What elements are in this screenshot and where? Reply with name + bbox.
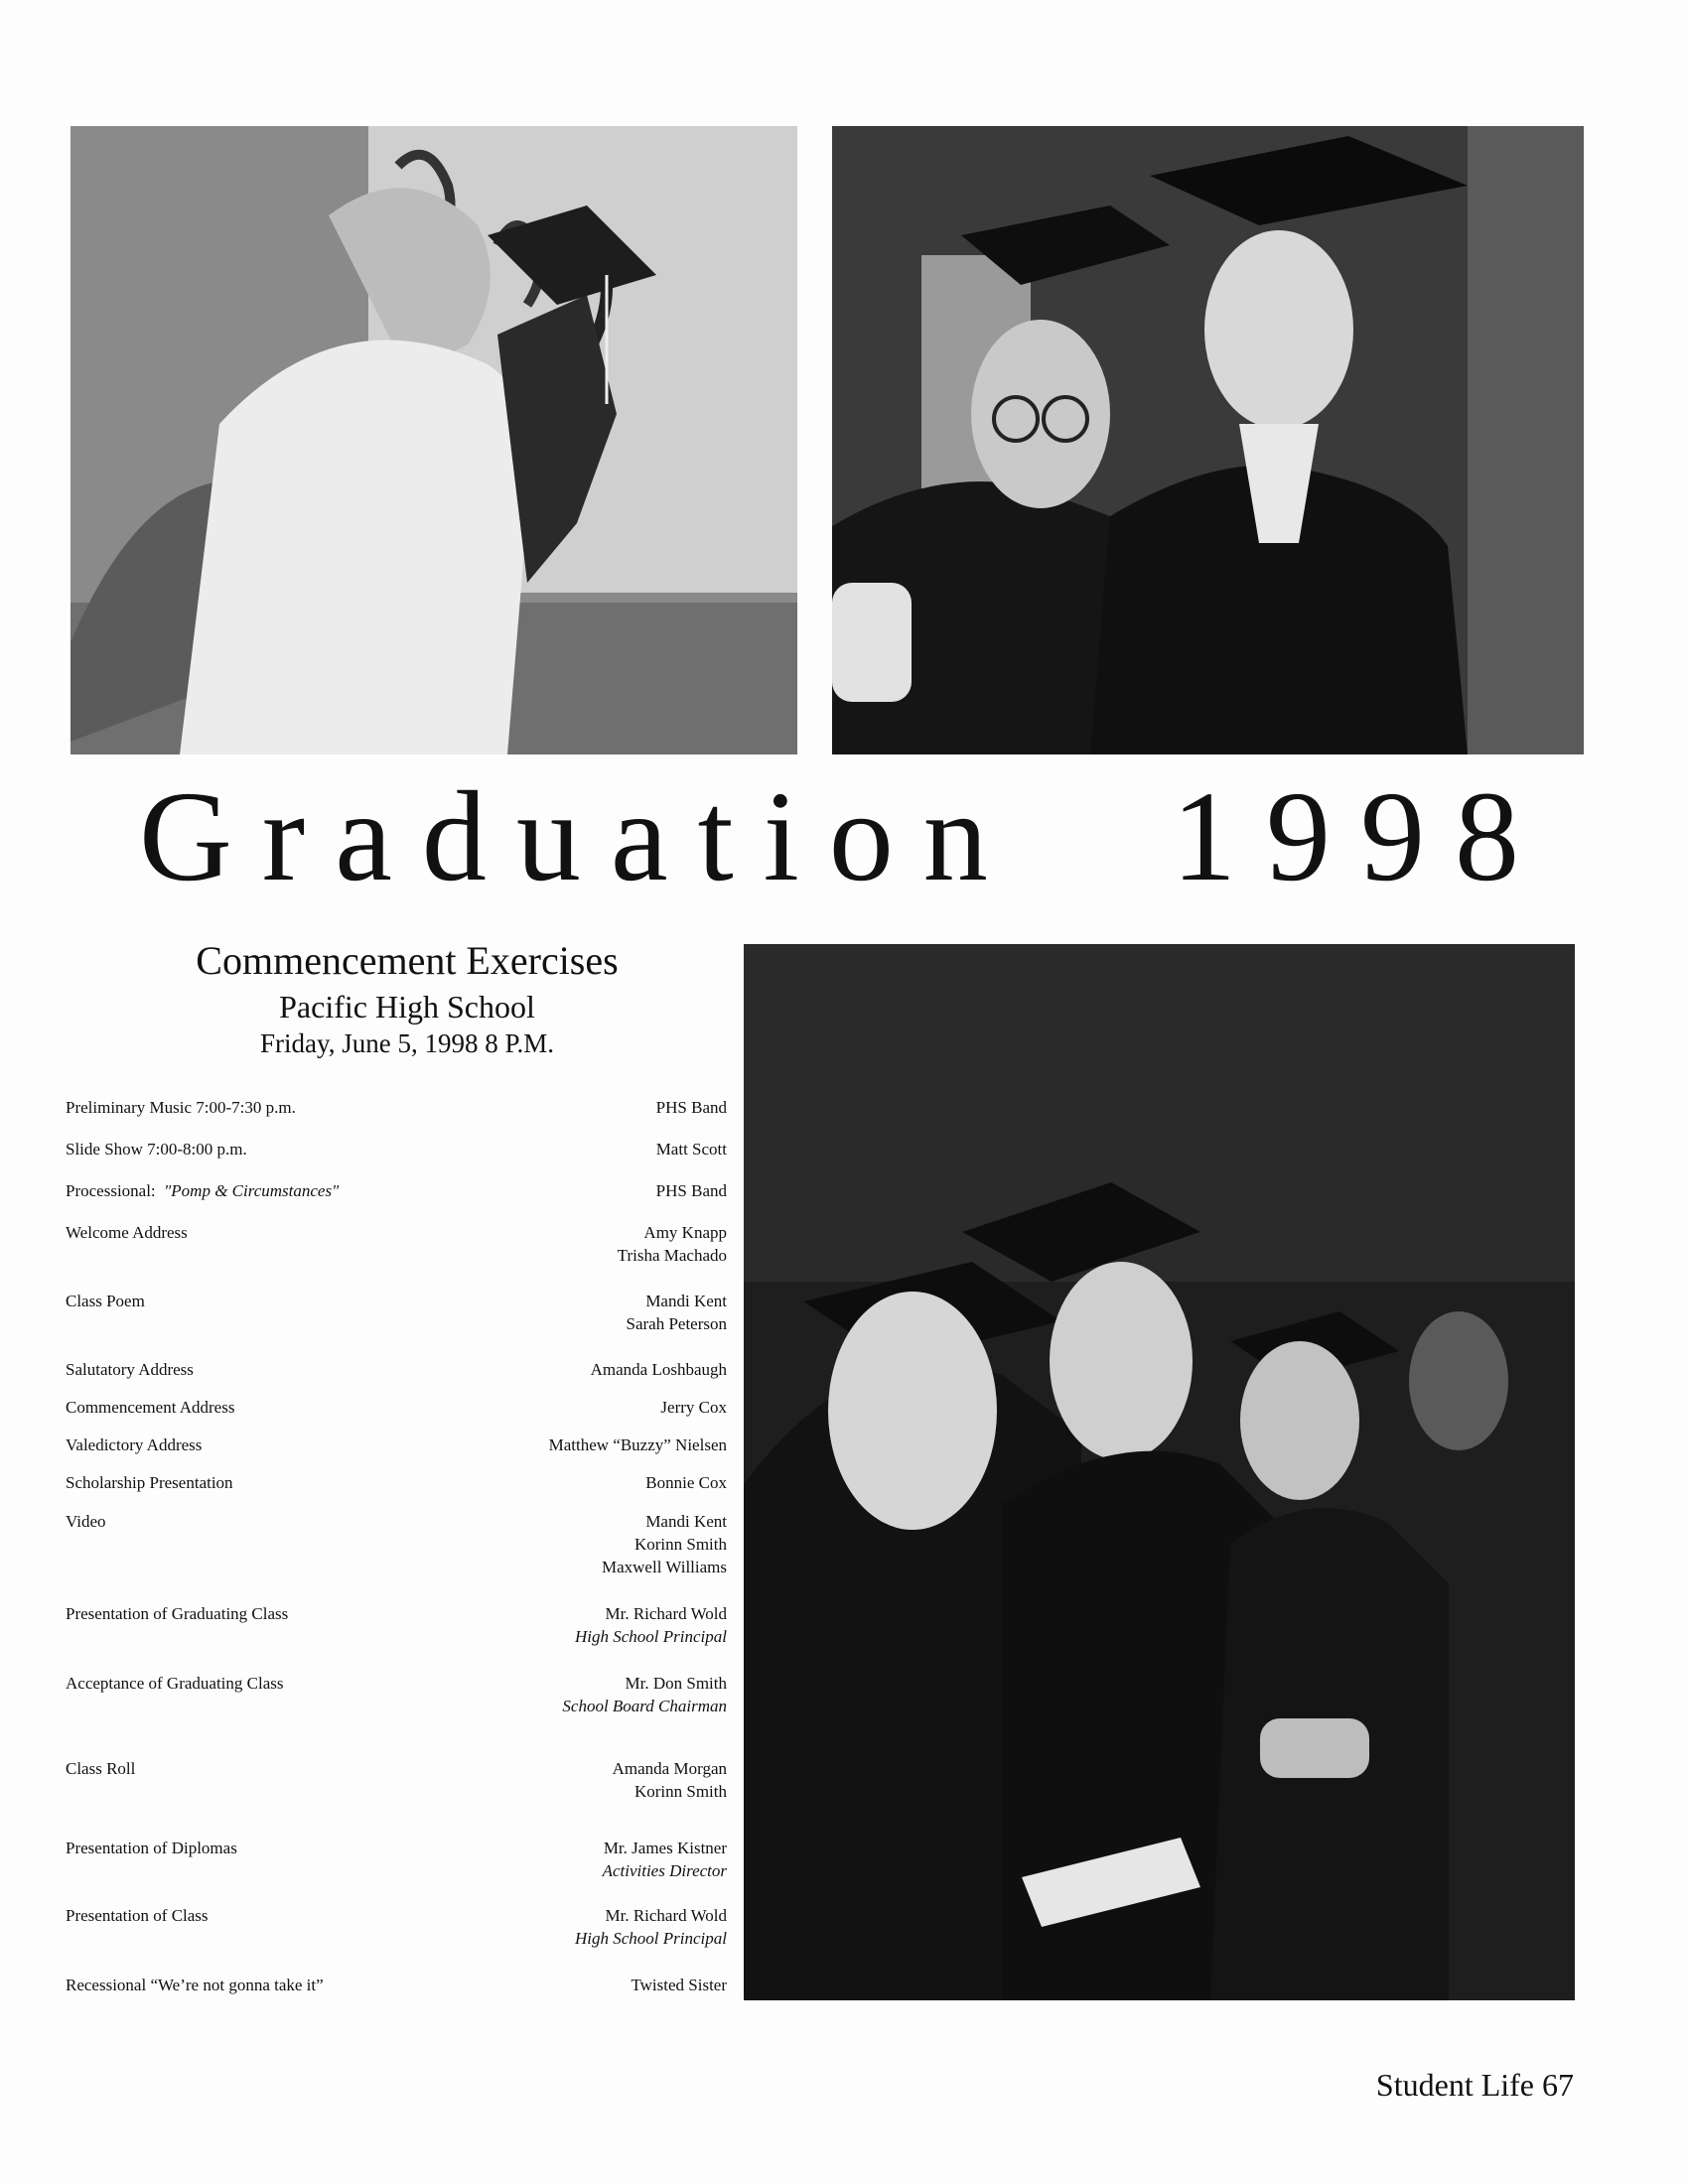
page-title — [139, 762, 1549, 911]
title-year: 1998 — [1172, 765, 1549, 908]
footer-section: Student Life — [1375, 2067, 1534, 2103]
program-row-label: Welcome Address — [66, 1223, 188, 1242]
program-row-people: Mr. Richard Wold High School Principal — [575, 1906, 727, 1948]
photo-two-graduates — [832, 126, 1584, 754]
program-row-label: Presentation of Diplomas — [66, 1839, 237, 1857]
program-row-people: Amanda Morgan Korinn Smith — [612, 1759, 727, 1801]
program-row-people: Matt Scott — [655, 1140, 727, 1159]
program-row-people: PHS Band — [655, 1098, 727, 1117]
program-row-label: Presentation of Graduating Class — [66, 1604, 289, 1623]
program-row-label: Recessional “We’re not gonna take it” — [66, 1976, 324, 1994]
program-row-label: Acceptance of Graduating Class — [66, 1674, 284, 1693]
program-row-label: Commencement Address — [66, 1398, 235, 1417]
program-row-people: PHS Band — [655, 1181, 727, 1200]
program-row-people: Amy Knapp Trisha Machado — [617, 1223, 727, 1265]
program-row-label: Scholarship Presentation — [66, 1473, 233, 1492]
program-row-people: Jerry Cox — [660, 1398, 727, 1417]
program-row-label: Processional: "Pomp & Circumstances" — [66, 1181, 340, 1200]
program-row-people: Amanda Loshbaugh — [590, 1360, 727, 1379]
program-row-people: Matthew “Buzzy” Nielsen — [548, 1435, 727, 1454]
photo-graduate-hug — [70, 126, 797, 754]
program-row-people: Mr. Don Smith School Board Chairman — [562, 1674, 727, 1715]
program-row-label: Video — [66, 1512, 106, 1531]
page-number: 67 — [1542, 2067, 1574, 2103]
title-word: Graduation — [139, 765, 1018, 908]
program-row-label: Valedictory Address — [66, 1435, 203, 1454]
program-row-people: Twisted Sister — [631, 1976, 727, 1994]
program-date: Friday, June 5, 1998 8 P.M. — [259, 1028, 554, 1058]
program-row-label: Preliminary Music 7:00-7:30 p.m. — [66, 1098, 296, 1117]
program-row-label: Class Poem — [66, 1292, 145, 1310]
page-footer — [1376, 2067, 1574, 2104]
program-row-people: Bonnie Cox — [645, 1473, 727, 1492]
program-row-label: Presentation of Class — [66, 1906, 209, 1925]
program-row-people: Mandi Kent Sarah Peterson — [626, 1292, 727, 1333]
program-row-people: Mr. Richard Wold High School Principal — [575, 1604, 727, 1646]
photo-seated-graduates — [744, 944, 1575, 2000]
program-row-people: Mr. James Kistner Activities Director — [602, 1839, 727, 1880]
program-heading: Commencement Exercises — [196, 938, 619, 983]
program-row-label: Salutatory Address — [66, 1360, 194, 1379]
program-school: Pacific High School — [279, 989, 535, 1024]
program-row-label: Slide Show 7:00-8:00 p.m. — [66, 1140, 247, 1159]
program-row-people: Mandi Kent Korinn Smith Maxwell Williams — [601, 1512, 727, 1576]
program-row-label: Class Roll — [66, 1759, 136, 1778]
